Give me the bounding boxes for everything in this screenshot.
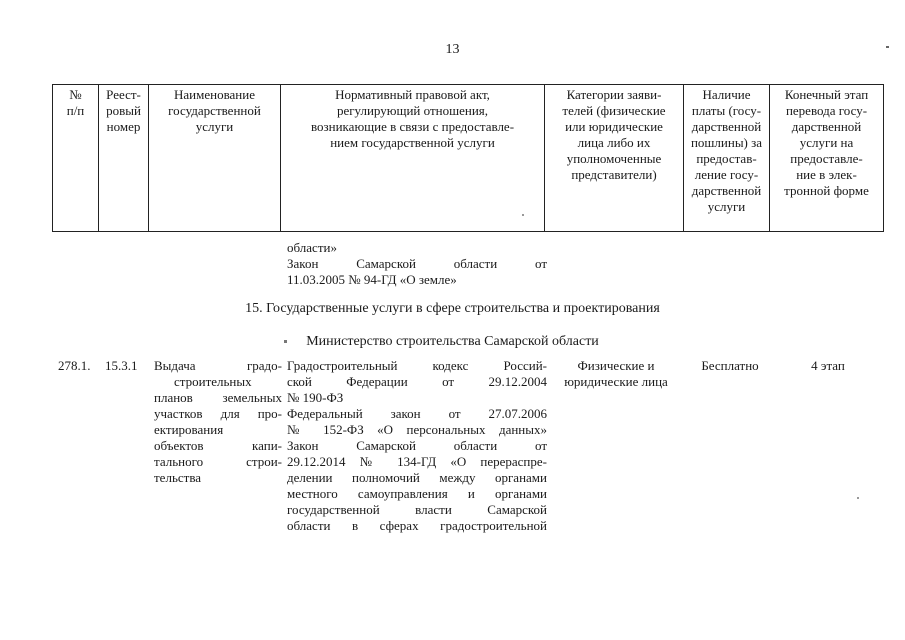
table-header xyxy=(52,84,884,232)
header-final-stage: Конечный этап перевода госу- дарственной услуги на предоставле- ние в элек- тронной форме xyxy=(770,85,884,232)
section-title: 15. Государственные услуги в сфере строительства и проектирования xyxy=(245,301,660,316)
row-final-stage: 4 этап xyxy=(811,358,845,373)
ministry-heading: Министерство строительства Самарской области xyxy=(306,334,599,349)
scan-dot xyxy=(522,214,524,216)
scan-dot xyxy=(857,497,859,499)
row-registry: 15.3.1 xyxy=(105,358,138,373)
header-service-name: Наименование государственной услуги xyxy=(149,85,281,232)
page-number: 13 xyxy=(445,42,460,57)
row-service-name: Выдача градо- строительных планов земельных участков для про- ектирования объектов капи- тального строи- тельства xyxy=(154,358,282,485)
row-legal-acts: Градостроительный кодекс Россий- ской Федерации от 29.12.2004 № 190-ФЗ Федеральный закон от 27.07.2006 № 152-ФЗ «О персональных данных» Закон Самарской области от 29.12.2014 № 134-ГД «О перераспре- делении полномочий между органами местного самоуправления и органами государственной власти Самарской области в сферах градостроительной xyxy=(287,358,547,533)
header-applicants: Категории заяви- телей (физические или юридические лица либо их уполномоченные представители) xyxy=(545,85,684,232)
header-number: № п/п xyxy=(53,85,99,232)
scan-dot xyxy=(284,340,287,343)
header-registry: Реест- ровый номер xyxy=(99,85,149,232)
header-fee: Наличие платы (госу- дарственной пошлины) за предостав- ление госу- дарственной услуги xyxy=(684,85,770,232)
scan-dot xyxy=(886,46,889,48)
header-legal-act: Нормативный правовой акт, регулирующий отношения, возникающие в связи с предоставле- нием государственной услуги xyxy=(281,85,545,232)
row-number: 278.1. xyxy=(58,358,91,373)
continuation-text: области» Закон Самарской области от 11.03.2005 № 94-ГД «О земле» xyxy=(287,240,547,287)
row-fee: Бесплатно xyxy=(701,358,759,373)
row-applicants: Физические и юридические лица xyxy=(564,358,668,389)
